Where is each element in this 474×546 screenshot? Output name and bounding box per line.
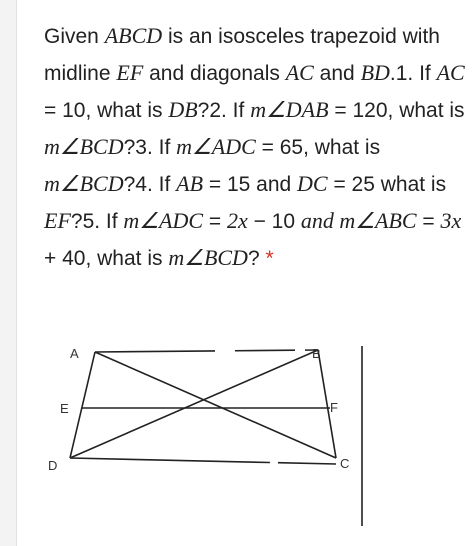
math-term: m∠BCD	[44, 171, 124, 196]
label-c: C	[340, 456, 350, 471]
question-body	[44, 25, 465, 270]
diagonal-bd	[70, 350, 318, 458]
math-term: EF	[44, 208, 71, 233]
question-text	[44, 18, 470, 277]
text-run: ?	[247, 247, 266, 270]
math-term: 2x	[226, 208, 248, 233]
math-term: m∠DAB	[250, 97, 329, 122]
math-term: BD	[360, 60, 390, 85]
side-ad	[70, 352, 95, 458]
math-term: AB	[176, 171, 204, 196]
text-run: and diagonals	[143, 62, 286, 85]
text-run: =	[416, 210, 441, 233]
label-f: F	[330, 400, 338, 415]
text-run: .1. If	[389, 62, 437, 85]
text-run: Given	[44, 25, 105, 48]
text-run: is an isosceles trapezoid with midline	[44, 25, 440, 85]
text-run: = 15 and	[203, 173, 298, 196]
math-term: DC	[297, 171, 328, 196]
text-run: = 25 what is	[327, 173, 447, 196]
text-run: − 10	[247, 210, 301, 233]
math-term: m∠ADC	[123, 208, 204, 233]
math-term: and m∠ABC	[300, 208, 417, 233]
text-run: ?5. If	[70, 210, 124, 233]
math-term: m∠ADC	[176, 134, 256, 159]
required-asterisk: *	[265, 247, 274, 270]
text-run: ?4. If	[123, 173, 177, 196]
diagonal-ac	[95, 352, 336, 458]
label-b: B	[312, 346, 321, 361]
side-ab	[95, 350, 318, 352]
side-dc	[70, 458, 336, 464]
text-run: = 10, what is	[44, 99, 169, 122]
math-term: DB	[168, 97, 198, 122]
math-term: m∠BCD	[44, 134, 124, 159]
math-term: m∠BCD	[168, 245, 248, 270]
text-run: + 40, what is	[44, 247, 169, 270]
text-run: = 120, what is	[328, 99, 465, 122]
trapezoid-diagram	[40, 340, 380, 540]
text-run: ?3. If	[123, 136, 177, 159]
math-term: AC	[436, 60, 465, 85]
text-run: ?2. If	[197, 99, 251, 122]
math-term: AC	[285, 60, 314, 85]
label-a: A	[70, 346, 79, 361]
math-term: 3x	[440, 208, 462, 233]
text-run: and	[313, 62, 361, 85]
text-run: = 65, what is	[255, 136, 381, 159]
label-d: D	[48, 458, 58, 473]
math-term: ABCD	[104, 23, 163, 48]
math-term: EF	[116, 60, 144, 85]
trapezoid-figure	[40, 340, 380, 540]
text-run: =	[203, 210, 227, 233]
label-e: E	[60, 401, 69, 416]
left-border	[0, 0, 17, 546]
